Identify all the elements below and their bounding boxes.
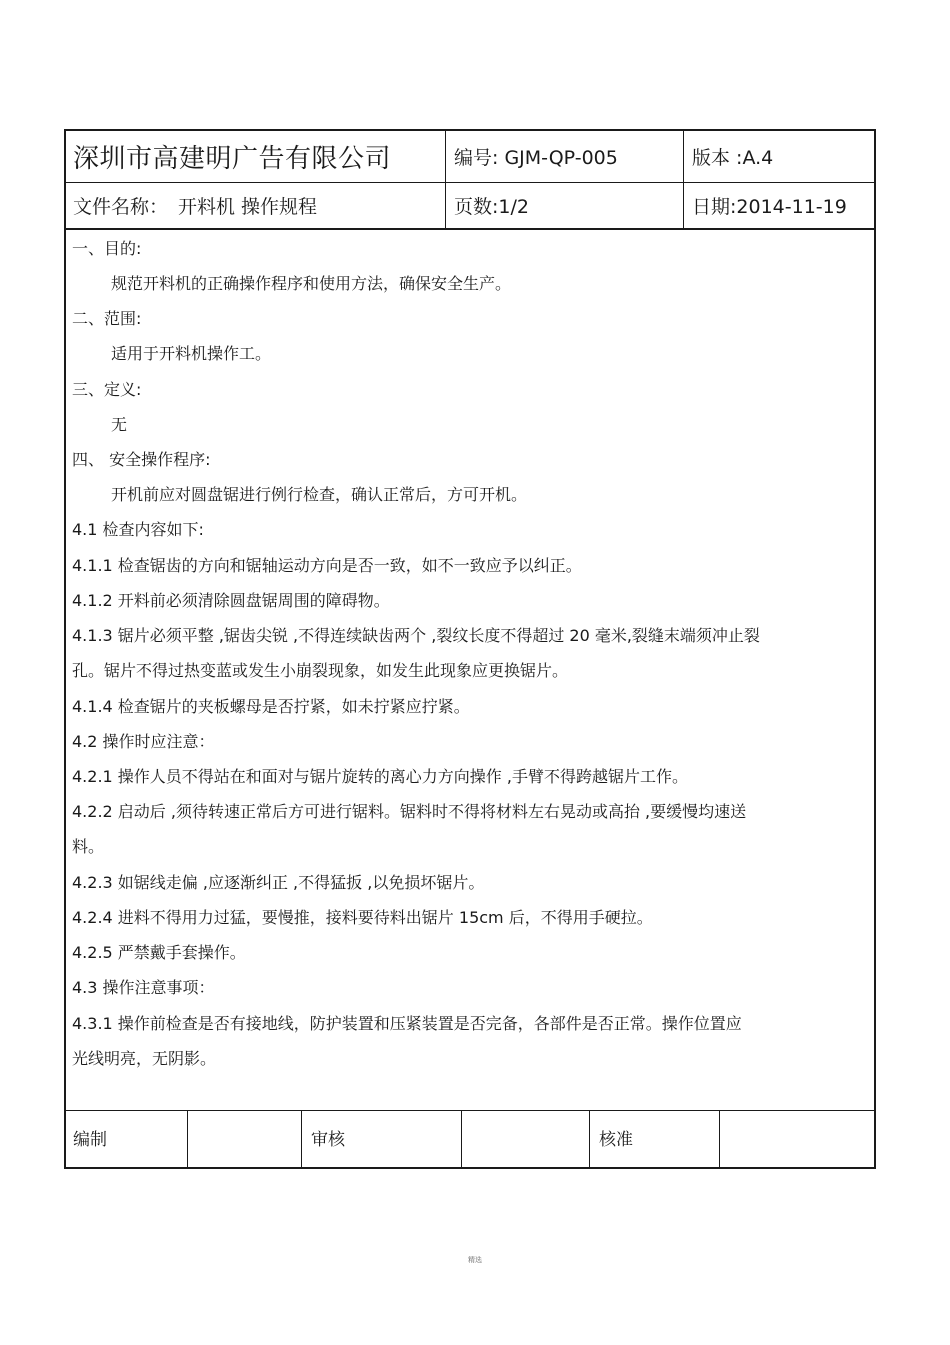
signature-row bbox=[66, 1110, 874, 1169]
prepared-label: 编制 bbox=[66, 1111, 188, 1169]
document-name-cell bbox=[66, 183, 446, 228]
clause: 4.2 操作时应注意： bbox=[72, 732, 215, 751]
clause-continued: 料。 bbox=[72, 837, 105, 856]
clause: 4.2.4 进料不得用力过猛，要慢推，接料要待料出锯片 15cm 后，不得用手硬拉。 bbox=[72, 908, 653, 927]
company-name: 深圳市高建明广告有限公司 bbox=[66, 131, 446, 182]
clause: 4.1.3 锯片必须平整 ,锯齿尖锐 ,不得连续缺齿两个 ,裂纹长度不得超过 20 毫米,裂缝末端须冲止裂 bbox=[72, 626, 760, 645]
clause: 4.2.2 启动后 ,须待转速正常后方可进行锯料。锯料时不得将材料左右晃动或高抬 ,要缓慢均速送 bbox=[72, 802, 747, 821]
watermark-text: 精选 bbox=[468, 1256, 482, 1264]
clause: 4.1.4 检查锯片的夹板螺母是否拧紧，如未拧紧应拧紧。 bbox=[72, 697, 470, 716]
section-heading: 三、定义: bbox=[72, 380, 142, 399]
paragraph: 开机前应对圆盘锯进行例行检查，确认正常后，方可开机。 bbox=[111, 485, 528, 504]
paragraph: 适用于开料机操作工。 bbox=[111, 344, 272, 363]
document-name-label: 文件名称： bbox=[73, 196, 169, 218]
approved-label: 核准 bbox=[590, 1111, 720, 1169]
paragraph: 无 bbox=[111, 415, 128, 434]
paragraph: 规范开料机的正确操作程序和使用方法，确保安全生产。 bbox=[111, 274, 512, 293]
clause: 4.3 操作注意事项： bbox=[72, 978, 215, 997]
header-row-2 bbox=[66, 183, 874, 230]
document-date: 日期:2014-11-19 bbox=[692, 196, 847, 218]
document-code: 编号: GJM-QP-005 bbox=[446, 131, 684, 182]
approved-signature-field bbox=[720, 1111, 876, 1169]
document-name: 开料机 操作规程 bbox=[178, 196, 318, 218]
prepared-signature-field bbox=[188, 1111, 302, 1169]
clause: 4.1.2 开料前必须清除圆盘锯周围的障碍物。 bbox=[72, 591, 390, 610]
section-heading: 一、目的: bbox=[72, 239, 142, 258]
section-heading: 四、 安全操作程序: bbox=[72, 450, 211, 469]
clause-continued: 孔。锯片不得过热变蓝或发生小崩裂现象，如发生此现象应更换锯片。 bbox=[72, 661, 569, 680]
document-form bbox=[64, 129, 876, 1169]
clause-continued: 光线明亮，无阴影。 bbox=[72, 1049, 217, 1068]
clause: 4.2.1 操作人员不得站在和面对与锯片旋转的离心力方向操作 ,手臂不得跨越锯片工作。 bbox=[72, 767, 688, 786]
reviewed-label: 审核 bbox=[302, 1111, 462, 1169]
clause: 4.2.3 如锯线走偏 ,应逐渐纠正 ,不得猛扳 ,以免损坏锯片。 bbox=[72, 873, 485, 892]
section-heading: 二、范围: bbox=[72, 309, 142, 328]
clause: 4.1 检查内容如下: bbox=[72, 520, 204, 539]
page-count: 页数:1/2 bbox=[446, 183, 684, 228]
header-row-1 bbox=[66, 131, 874, 183]
reviewed-signature-field bbox=[462, 1111, 590, 1169]
document-version: 版本 :A.4 bbox=[692, 147, 774, 169]
clause: 4.1.1 检查锯齿的方向和锯轴运动方向是否一致，如不一致应予以纠正。 bbox=[72, 556, 582, 575]
clause: 4.3.1 操作前检查是否有接地线，防护装置和压紧装置是否完备，各部件是否正常。操作位置应 bbox=[72, 1014, 742, 1033]
clause: 4.2.5 严禁戴手套操作。 bbox=[72, 943, 246, 962]
